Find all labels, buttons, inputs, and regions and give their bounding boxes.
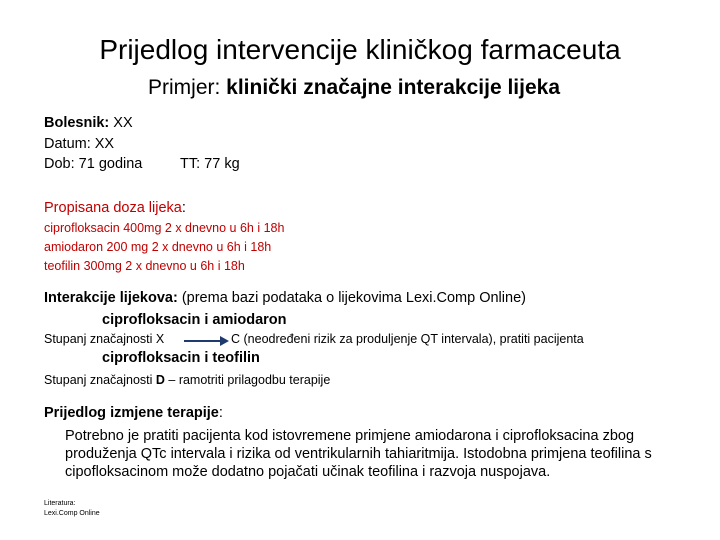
interaction-pair-2-level-prefix: Stupanj značajnosti — [44, 373, 156, 387]
proposal-heading-colon: : — [218, 405, 223, 421]
prescribed-heading-text: Propisana doza lijeka — [44, 200, 182, 216]
arrow-right-icon — [182, 334, 230, 348]
subtitle-prefix: Primjer: — [148, 76, 227, 99]
interaction-pair-2-level — [44, 373, 330, 387]
interaction-pair-1: ciprofloksacin i amiodaron — [102, 312, 287, 328]
prescribed-line-1: ciprofloksacin 400mg 2 x dnevno u 6h i 18h — [44, 221, 285, 235]
interaction-pair-1-level-detail: C (neodređeni rizik za produljenje QT intervala), pratiti pacijenta — [231, 332, 584, 346]
interaction-pair-2-level-detail: – ramotriti prilagodbu terapije — [164, 373, 331, 387]
prescribed-line-2: amiodaron 200 mg 2 x dnevno u 6h i 18h — [44, 240, 272, 254]
interaction-pair-1-level-prefix: Stupanj značajnosti X — [44, 332, 165, 346]
references-item: Lexi.Comp Online — [44, 510, 100, 517]
patient-age: Dob: 71 godina — [44, 156, 143, 172]
interaction-pair-2: ciprofloksacin i teofilin — [102, 350, 260, 366]
proposal-heading: Prijedlog izmjene terapije — [44, 405, 219, 421]
prescribed-heading — [44, 200, 186, 216]
interactions-heading-line — [44, 290, 526, 306]
references-label: Literatura: — [44, 500, 76, 507]
slide-subtitle — [148, 76, 560, 100]
patient-name-label: Bolesnik: — [44, 115, 110, 131]
patient-weight: TT: 77 kg — [180, 156, 240, 172]
interaction-pair-2-level-code: D — [155, 373, 165, 387]
slide-title: Prijedlog intervencije kliničkog farmaceuta — [99, 34, 621, 65]
patient-name-value: XX — [109, 115, 133, 131]
interactions-source: (prema bazi podataka o lijekovima Lexi.Comp Online) — [177, 290, 526, 306]
proposal-heading-line — [44, 405, 223, 421]
patient-date: Datum: XX — [44, 136, 115, 152]
subtitle-emphasis: klinički značajne interakcije lijeka — [226, 76, 561, 99]
prescribed-line-3: teofilin 300mg 2 x dnevno u 6h i 18h — [44, 259, 245, 273]
patient-name-line — [44, 115, 133, 131]
proposal-text: Potrebno je pratiti pacijenta kod istovremene primjene amiodarona i ciprofloksacina zbog produženja QTc intervala i rizika od ventrikularnih tahiaritmija. Istodobna primjena teofilina s cipofloksacinom može dodatno pojačati učinak teofilina i razvoja nuspojava. — [65, 428, 652, 480]
prescribed-heading-colon: : — [181, 200, 186, 216]
interactions-heading: Interakcije lijekova: — [44, 290, 178, 306]
